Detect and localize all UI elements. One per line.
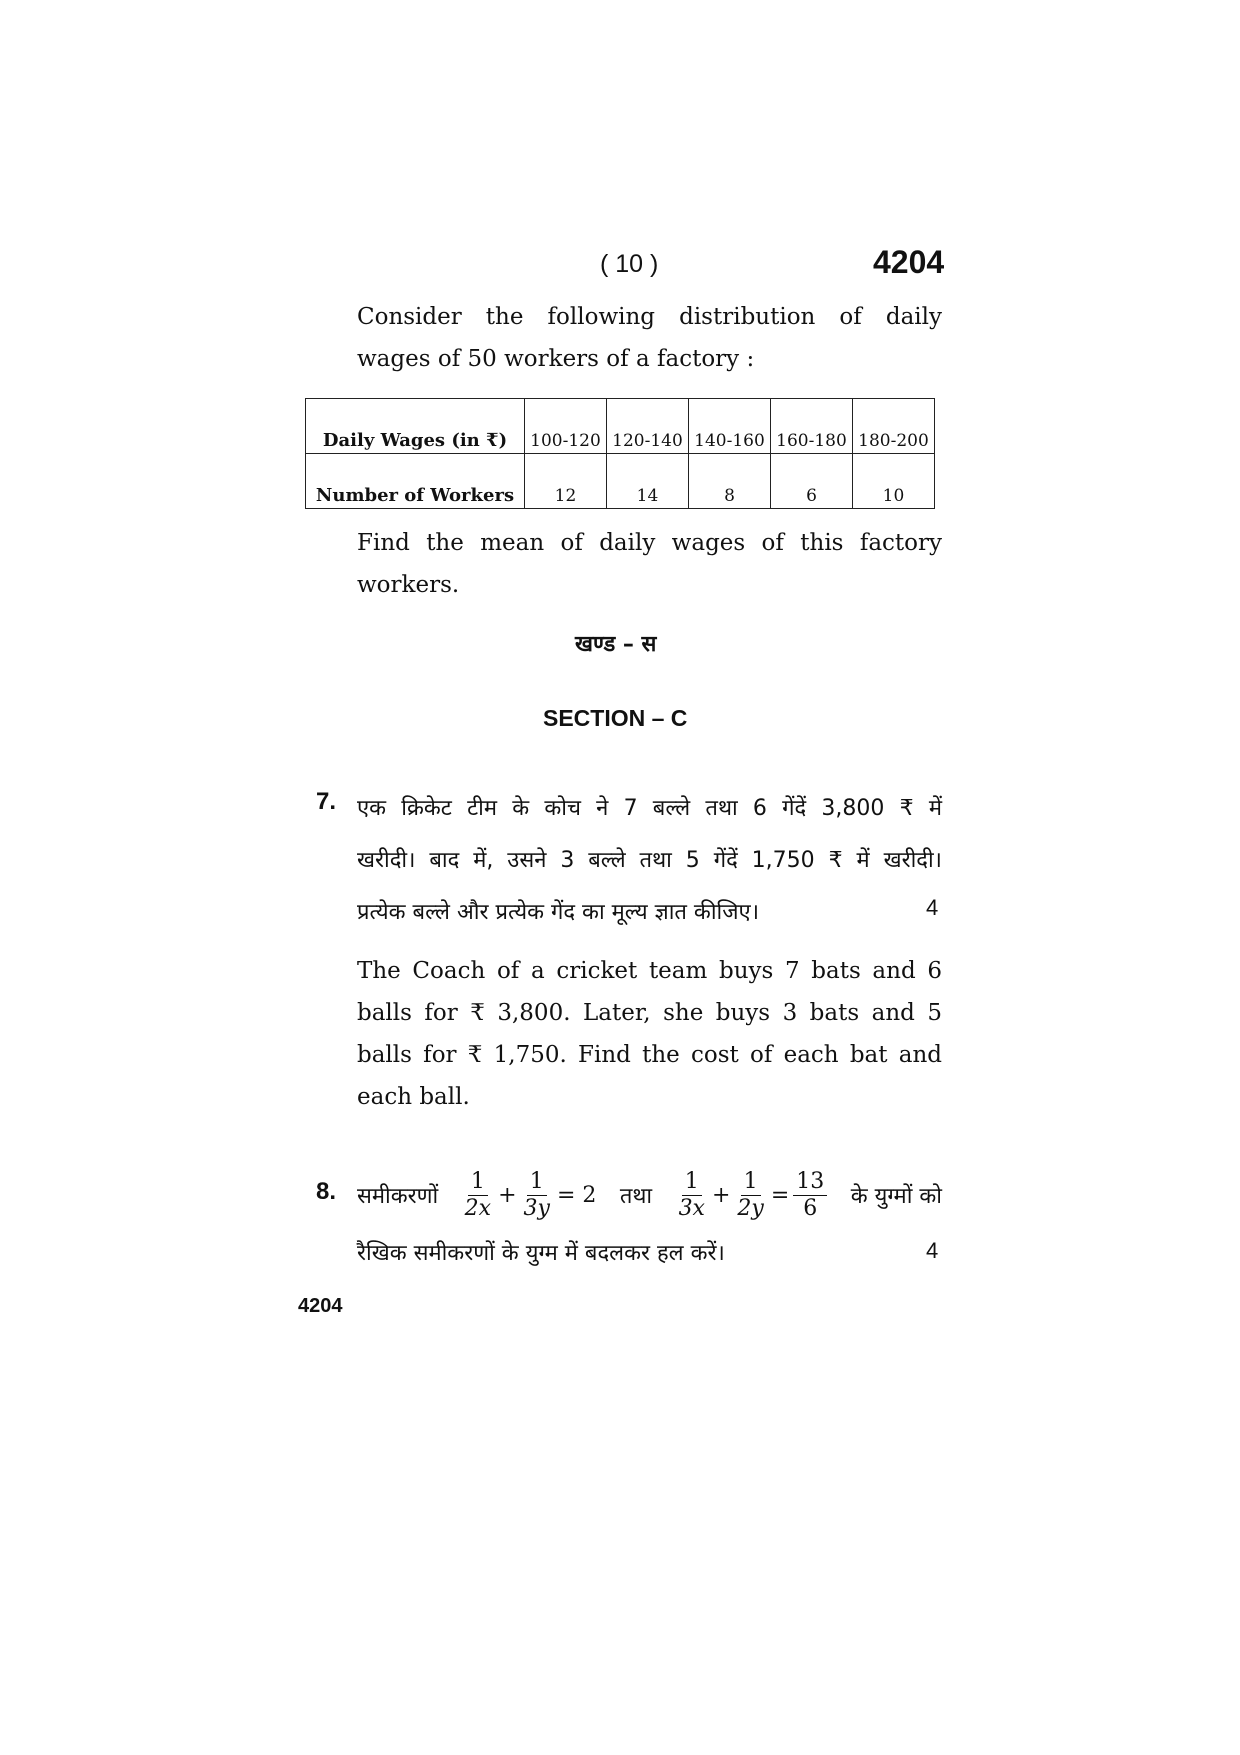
denominator: 3x [678, 1195, 705, 1221]
equals-sign: = [770, 1182, 790, 1208]
row-label-workers: Number of Workers [306, 454, 525, 509]
class-interval: 100-120 [525, 399, 607, 454]
numerator: 1 [527, 1169, 547, 1196]
numerator: 1 [741, 1169, 761, 1196]
word-equations: समीकरणों [357, 1184, 439, 1209]
worker-count: 12 [525, 454, 607, 509]
class-interval: 140-160 [689, 399, 771, 454]
q7-hindi-line: प्रत्येक बल्ले और प्रत्येक गेंद का मूल्य ज्ञात कीजिए। [357, 900, 760, 925]
table-row [306, 399, 935, 454]
q7-english-line: each ball. [357, 1084, 470, 1110]
question-7-number: 7. [316, 788, 337, 815]
row-label-wages: Daily Wages (in ₹) [306, 399, 525, 454]
wages-table [305, 398, 935, 509]
find-line: Find the mean of daily wages of this factory [357, 530, 942, 556]
question-7-marks: 4 [926, 895, 939, 920]
denominator: 2x [464, 1195, 492, 1221]
equals-two: = 2 [556, 1182, 597, 1208]
equation-2 [676, 1169, 828, 1222]
table-row [306, 454, 935, 509]
fraction [793, 1169, 827, 1222]
fraction [676, 1169, 708, 1222]
fraction [734, 1169, 766, 1222]
page-number: ( 10 ) [600, 250, 659, 278]
fraction [462, 1169, 494, 1222]
worker-count: 6 [771, 454, 853, 509]
denominator: 3y [523, 1195, 550, 1221]
intro-line: wages of 50 workers of a factory : [357, 346, 755, 372]
numerator: 1 [468, 1169, 488, 1196]
question-intro [357, 296, 942, 380]
word-and: तथा [619, 1184, 653, 1209]
q7-english-line: balls for ₹ 1,750. Find the cost of each bat and [357, 1042, 942, 1068]
question-find [357, 522, 942, 606]
intro-line: Consider the following distribution of daily [357, 304, 942, 330]
class-interval: 180-200 [853, 399, 935, 454]
section-title-english: SECTION – C [543, 705, 688, 731]
question-8-marks: 4 [926, 1238, 939, 1263]
paper-code-top: 4204 [873, 244, 945, 280]
worker-count: 10 [853, 454, 935, 509]
denominator: 2y [737, 1195, 764, 1221]
q7-hindi-line: खरीदी। बाद में, उसने 3 बल्ले तथा 5 गेंदें 1,750 ₹ में खरीदी। [357, 848, 942, 873]
class-interval: 160-180 [771, 399, 853, 454]
worker-count: 14 [607, 454, 689, 509]
denominator: 6 [803, 1195, 818, 1221]
numerator: 13 [793, 1169, 827, 1196]
question-8-number: 8. [316, 1178, 337, 1205]
worker-count: 8 [689, 454, 771, 509]
q7-english-line: balls for ₹ 3,800. Later, she buys 3 bats and 5 [357, 1000, 942, 1026]
paper-code-bottom: 4204 [298, 1295, 343, 1317]
question-7-hindi [357, 783, 942, 939]
word-pairs: के युग्मों को [850, 1184, 942, 1209]
plus-sign: + [711, 1182, 731, 1208]
find-line: workers. [357, 572, 460, 598]
q7-hindi-line: एक क्रिकेट टीम के कोच ने 7 बल्ले तथा 6 गेंदें 3,800 ₹ में [357, 796, 942, 821]
fraction [521, 1169, 553, 1222]
question-7-english [357, 950, 942, 1118]
question-8-line-2: रैखिक समीकरणों के युग्म में बदलकर हल करें। [357, 1241, 725, 1266]
class-interval: 120-140 [607, 399, 689, 454]
numerator: 1 [682, 1169, 702, 1196]
q7-english-line: The Coach of a cricket team buys 7 bats and 6 [357, 958, 942, 984]
equation-1 [462, 1169, 597, 1222]
question-8-equation-line [357, 1160, 942, 1230]
plus-sign: + [498, 1182, 517, 1208]
section-title-hindi: खण्ड – स [575, 632, 657, 657]
